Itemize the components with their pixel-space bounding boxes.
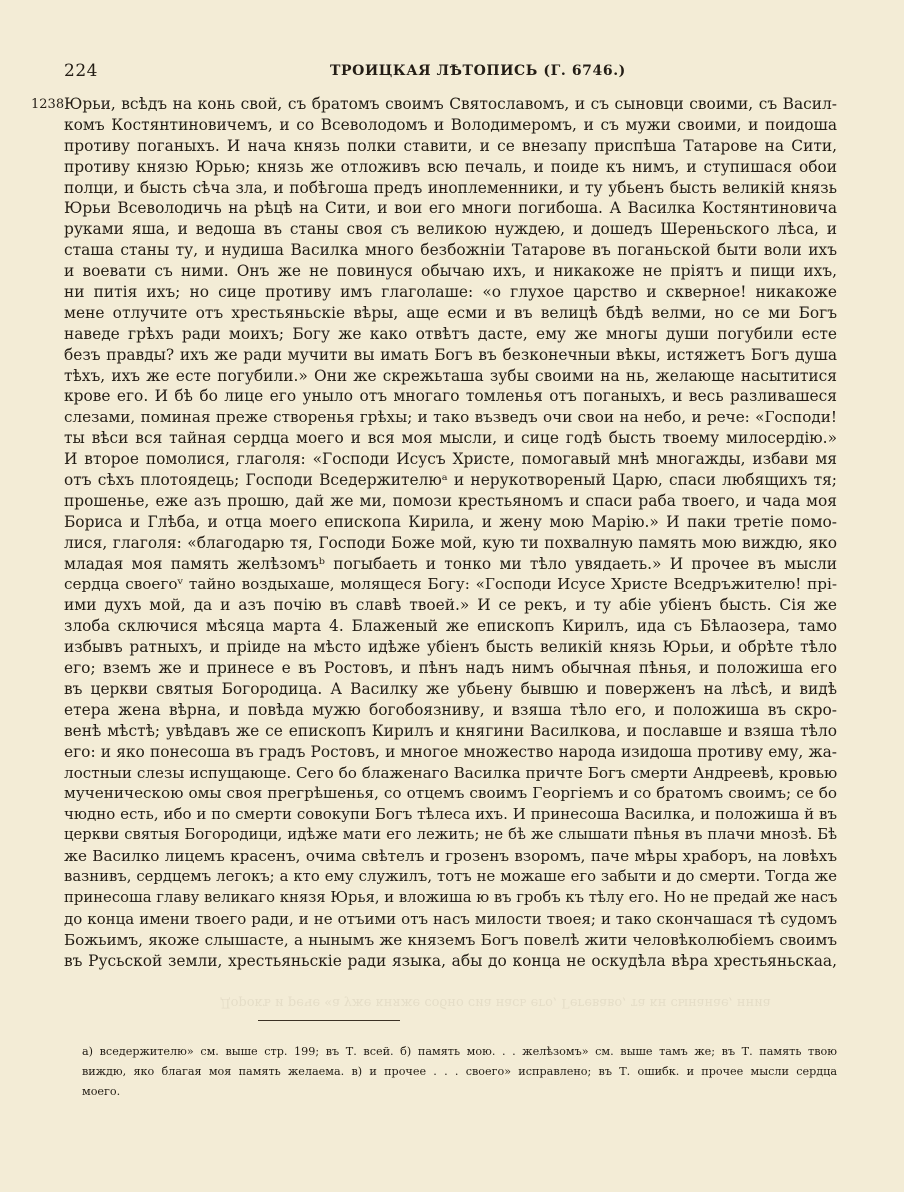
text-line: крове его. И бѣ бо лице его уныло отъ многаго томленья отъ поганыхъ, и весь разливашеся: [64, 387, 837, 406]
text-line: прошенье, еже азъ прошю, дай же ми, помози крестьяномъ и спаси раба твоего, и чада моя: [64, 491, 837, 510]
text-line: отъ сѣхъ плотоядець; Господи Вседержителюᵃ и нерукотвореный Царю, спаси любящихъ тя;: [64, 471, 837, 490]
text-line: венѣ мѣстѣ; увѣдавъ же се епископъ Кирилъ и княгини Василкова, и пославше и взяша тѣло: [64, 721, 837, 740]
text-line: его: и яко понесоша въ градъ Ростовъ, и многое множество народа изидоша противу ему, жа-: [64, 742, 837, 761]
text-line: Божьимъ, якоже слышасте, а нынымъ же княземъ Богъ повелѣ жити человѣколюбіемъ своимъ: [64, 930, 837, 949]
running-title: ТРОИЦКАЯ ЛѢТОПИСЬ (Г. 6746.): [330, 63, 626, 79]
text-line: и воевати съ ними. Онъ же не повинуся обычаю ихъ, и никакоже не пріятъ и пищи ихъ,: [64, 262, 837, 281]
text-line: до конца имени твоего ради, и не отъими отъ насъ милости твоея; и тако скончашася тѣ судомъ: [64, 909, 837, 928]
text-line: противу поганыхъ. И нача князь полки ставити, и се внезапу приспѣша Татарове на Сити,: [64, 136, 837, 155]
text-line: Юрьи Всеволодичь на рѣцѣ на Сити, и вои его многи погибоша. А Василка Костянтиновича: [64, 199, 837, 218]
text-line: И второе помолися, глаголя: «Господи Исусъ Христе, помогавый мнѣ многажды, избави мя: [64, 450, 837, 469]
text-line: его; вземъ же и принесе е въ Ростовъ, и пѣнъ надъ нимъ обычная пѣнья, и положиша его: [64, 659, 837, 678]
text-line: слезами, поминая преже створенья грѣхы; и тако възведъ очи свои на небо, и рече: «Господи!: [64, 408, 837, 427]
text-line: ты вѣси вся тайная сердца моего и вся моя мысли, и сице годѣ бысть твоему милосердію.»: [64, 429, 837, 448]
text-line: комъ Костянтиновичемъ, и со Всеволодомъ и Володимеромъ, и съ мужи своими, и поидоша: [64, 115, 837, 134]
text-line: полци, и бысть сѣча зла, и побѣгоша предъ иноплеменники, и ту убьенъ бысть великій князь: [64, 178, 837, 197]
text-line: церкви святыя Богородици, идѣже мати его лежить; не бѣ же слышати пѣнья въ плачи мнозѣ. Бѣ: [64, 826, 837, 844]
text-line: Бориса и Глѣба, и отца моего епископа Кирила, и жену мою Марію.» И паки третіе помо-: [64, 512, 837, 531]
text-line: руками яша, и ведоша въ станы своя съ великою нуждею, и дошедъ Шереньского лѣса, и: [64, 220, 837, 239]
text-line: мученическою омы своя прегрѣшенья, со отцемъ своимъ Георгіемъ и со братомъ своимъ; се бо: [64, 784, 837, 803]
footnote-line: виждю, яко благая моя память желаема. в) и прочее . . . своего» исправлено; въ Т. ошибк. и прочее мысли сердца: [82, 1065, 837, 1078]
text-line: въ Русьской земли, хрестьяньскіе ради языка, абы до конца не оскудѣла вѣра хрестьяньскаа,: [64, 951, 837, 970]
text-line: мене отлучите отъ хрестьяньскіе вѣры, аще есми и въ велицѣ бѣдѣ велми, но се ми Богъ: [64, 303, 837, 322]
text-line: чюдно есть, ибо и по смерти совокупи Богъ тѣлеса ихъ. И принесоша Василка, и положиша й въ: [64, 805, 837, 824]
chronicle-text: [64, 94, 837, 971]
page-number: 224: [64, 61, 98, 81]
text-line: вазнивъ, сердцемъ легокъ; а кто ему служилъ, тотъ не можаше его забыти и до смерти. Тогда же: [64, 867, 837, 885]
text-line: лостныи слезы испущающе. Сего бо блаженаго Василка причте Богъ смерти Андреевѣ, кровью: [64, 763, 837, 782]
text-line: противу князю Юрью; князь же отложивъ всю печаль, и поиде къ нимъ, и ступишася обои: [64, 157, 837, 176]
footnote-line: моего.: [82, 1085, 121, 1098]
text-line: злоба сключися мѣсяца марта 4. Блаженый же епископъ Кирилъ, ида съ Бѣлаозера, тамо: [64, 617, 837, 636]
text-line: избывъ ратныхъ, и пріиде на мѣсто идѣже убіенъ бысть великій князь Юрьи, и обрѣте тѣло: [64, 638, 837, 657]
text-line: лися, глаголя: «благодарю тя, Господи Боже мой, кую ти похвалную память мою виждю, яко: [64, 533, 837, 552]
text-line: Юрьи, всѣдъ на конь свой, съ братомъ своимъ Святославомъ, и съ сыновци своими, съ Васил-: [64, 95, 837, 113]
bleed-through-text: Дорокъ и рече «а уже княже собно сиа нась его, Гегеваво, та кн сынанае, нниа: [220, 995, 771, 1010]
text-line: ни питія ихъ; но сице противу имъ глаголаше: «о глухое царство и скверное! никакоже: [64, 283, 837, 302]
footnote-line: а) вседержителю» см. выше стр. 199; въ Т. всей. б) память мою. . . желѣзомъ» см. выше тамъ же; въ Т. память твою: [82, 1045, 837, 1058]
text-line: ими духъ мой, да и азъ почію въ славѣ твоей.» И се рекъ, и ту абіе убіенъ бысть. Сія же: [64, 596, 837, 615]
text-line: въ церкви святыя Богородица. А Василку же убьену бывшю и поверженъ на лѣсѣ, и видѣ: [64, 679, 837, 698]
text-line: етера жена вѣрна, и повѣда мужю богобоязниву, и взяша тѣло его, и положиша въ скро-: [64, 700, 837, 719]
footnote-divider: [258, 1020, 400, 1021]
text-line: сташа станы ту, и нудиша Василка много безбожніи Татарове въ поганьской быти воли ихъ: [64, 241, 837, 260]
text-line: младая моя память желѣзомъᵇ погыбаеть и тонко ми тѣло увядаеть.» И прочее въ мысли: [64, 554, 837, 573]
text-line: наведе грѣхъ ради моихъ; Богу же како отвѣтъ дасте, ему же многы души погубили есте: [64, 324, 837, 343]
margin-year: 1238: [31, 97, 65, 112]
text-line: сердца своегоᵛ тайно воздыхаше, молящеся Богу: «Господи Исусе Христе Вседръжителю! прі-: [64, 575, 837, 594]
text-line: безъ правды? ихъ же ради мучити вы имать Богъ въ безконечныи вѣкы, истяжетъ Богъ душа: [64, 345, 837, 364]
text-line: же Василко лицемъ красенъ, очима свѣтелъ и грозенъ взоромъ, паче мѣры храборъ, на ловѣхъ: [64, 847, 837, 866]
text-line: принесоша главу великаго князя Юрья, и вложиша ю въ гробъ къ тѣлу его. Но не предай же насъ: [64, 888, 837, 906]
footnotes: [82, 1042, 837, 1102]
text-line: тѣхъ, ихъ же есте погубили.» Они же скрежьташа зубы своими на нь, желающе насытитися: [64, 366, 837, 385]
page-header: [64, 61, 834, 85]
